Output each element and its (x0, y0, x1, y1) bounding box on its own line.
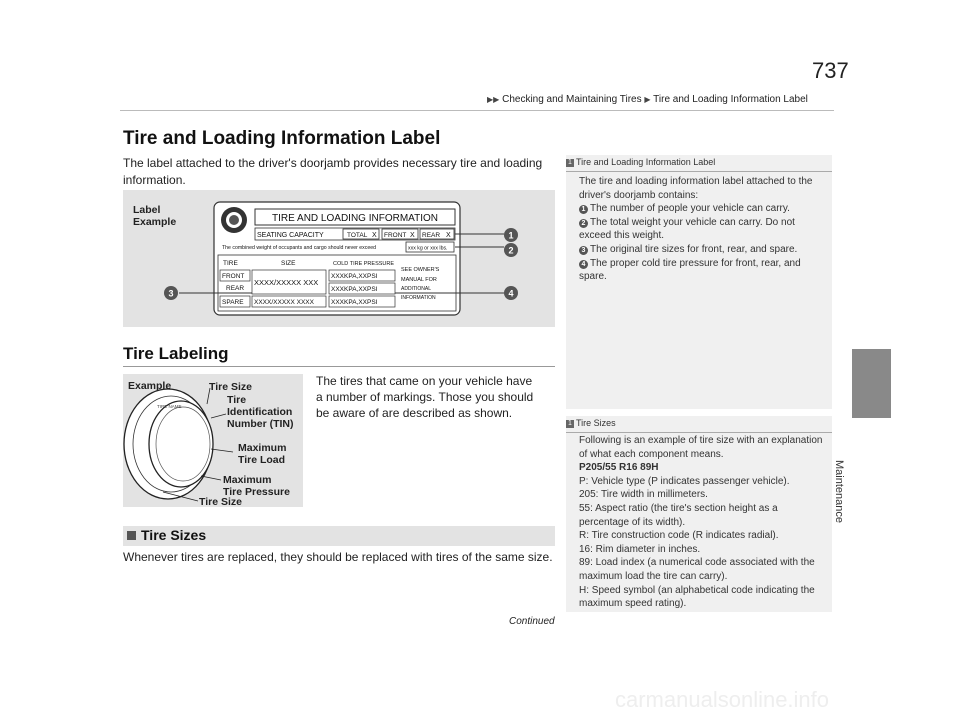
section-tab-label: Maintenance (833, 460, 845, 523)
tire-size-example: P205/55 R16 89H (579, 462, 659, 474)
sidebar-line: 16: Rim diameter in inches. (579, 543, 701, 555)
example-label: Example (128, 380, 172, 392)
svg-text:XXXKPA,XXPSI: XXXKPA,XXPSI (331, 299, 378, 306)
svg-text:REAR: REAR (422, 232, 441, 239)
svg-text:TOTAL: TOTAL (347, 232, 368, 239)
sidebar-note-heading: 1 Tire Sizes (566, 418, 832, 433)
svg-text:INFORMATION: INFORMATION (401, 295, 436, 301)
note-icon: 1 (566, 159, 574, 167)
sidebar-line: 205: Tire width in millimeters. (579, 489, 708, 501)
sidebar-line: 89: Load index (a numerical code associated with the maximum load the tire can carry). (579, 557, 815, 582)
svg-text:SEE OWNER'S: SEE OWNER'S (401, 267, 440, 273)
header-divider (120, 110, 834, 111)
callout-1 (504, 228, 518, 242)
svg-text:xxx kg or xxx lbs.: xxx kg or xxx lbs. (408, 245, 448, 252)
breadcrumb (487, 94, 808, 105)
footer-watermark[interactable]: carmanualsonline.info (615, 687, 830, 712)
tire-sizes-paragraph: Whenever tires are replaced, they should be replaced with tires of the same size. (123, 550, 553, 564)
callout-1-icon: 1 (579, 205, 588, 214)
label-caption: Label Example (133, 204, 177, 228)
svg-text:SPARE: SPARE (222, 299, 244, 306)
breadcrumb-item[interactable]: Tire and Loading Information Label (653, 94, 808, 105)
tire-labeling-paragraph: The tires that came on your vehicle have a number of markings. Those you should be aware of are described as shown. (316, 374, 534, 420)
square-bullet-icon (127, 531, 136, 540)
note-icon: 1 (566, 420, 574, 428)
svg-text:FRONT: FRONT (384, 232, 407, 239)
sidebar-intro: Following is an example of tire size with an explanation of what each component means. (579, 435, 823, 460)
svg-text:SIZE: SIZE (281, 260, 296, 267)
svg-text:The combined weight of occupan: The combined weight of occupants and cargo should never exceed (222, 245, 376, 251)
continued-label: Continued (509, 616, 555, 627)
tire-size-bottom-label: Tire Size (199, 496, 242, 508)
svg-text:FRONT: FRONT (222, 273, 245, 280)
label-example-figure (123, 190, 555, 327)
breadcrumb-item[interactable]: Checking and Maintaining Tires (502, 94, 642, 105)
sidebar-note-label (566, 155, 832, 409)
tire-size-top-label: Tire Size (209, 381, 252, 393)
callout-4 (504, 286, 518, 300)
callout-2-icon: 2 (579, 219, 588, 228)
max-load-label: Maximum Tire Load (238, 442, 287, 466)
svg-text:4: 4 (508, 288, 514, 299)
sidebar-note-tire-sizes (566, 416, 832, 612)
svg-text:MANUAL FOR: MANUAL FOR (401, 277, 437, 283)
svg-text:ADDITIONAL: ADDITIONAL (401, 286, 432, 292)
svg-text:2: 2 (508, 245, 514, 256)
tire-sizes-heading-bar (123, 526, 555, 546)
section-tab[interactable] (852, 349, 891, 418)
svg-text:1: 1 (508, 230, 514, 241)
callout-4-icon: 4 (579, 260, 588, 269)
svg-text:REAR: REAR (226, 285, 245, 292)
page-number: 737 (812, 58, 849, 83)
callout-3 (164, 286, 178, 300)
callout-3-icon: 3 (579, 246, 588, 255)
svg-text:XXXX/XXXXX XXXX: XXXX/XXXXX XXXX (254, 299, 314, 306)
svg-text:XXXKPA,XXPSI: XXXKPA,XXPSI (331, 286, 378, 293)
sidebar-list-item: 4 The proper cold tire pressure for front, rear, and spare. (579, 257, 801, 283)
tire-loading-label-diagram (123, 190, 555, 327)
tire-labeling-figure (123, 374, 303, 507)
page-title: Tire and Loading Information Label (123, 128, 441, 149)
tire-wheel-icon (221, 207, 247, 233)
sidebar-line: 55: Aspect ratio (the tire's section height as a percentage of its width). (579, 502, 778, 528)
max-pressure-label: Maximum Tire Pressure (223, 474, 290, 498)
svg-text:TIRE: TIRE (223, 260, 238, 267)
sidebar-list-item: 2 The total weight your vehicle can carry. Do not exceed this weight. (579, 216, 795, 242)
svg-text:XXXX/XXXXX XXX: XXXX/XXXXX XXX (254, 278, 319, 287)
breadcrumb-arrow-icon: ▶ (644, 95, 651, 104)
svg-text:SEATING CAPACITY: SEATING CAPACITY (257, 232, 324, 239)
callout-2 (504, 243, 518, 257)
tin-label: Tire Identification Number (TIN) (227, 394, 294, 430)
label-heading: TIRE AND LOADING INFORMATION (272, 213, 438, 224)
svg-text:X: X (446, 232, 451, 239)
sidebar-note-heading: 1 Tire and Loading Information Label (566, 157, 832, 172)
sidebar-line: P: Vehicle type (P indicates passenger vehicle). (579, 475, 790, 487)
sidebar-line: H: Speed symbol (an alphabetical code indicating the maximum speed rating). (579, 584, 815, 610)
section-heading-tire-labeling: Tire Labeling (123, 344, 229, 363)
sidebar-line: R: Tire construction code (R indicates radial). (579, 530, 779, 542)
sidebar-list-item: 3 The original tire sizes for front, rear, and spare. (579, 243, 829, 257)
tire-sizes-heading: Tire Sizes (141, 527, 207, 543)
sidebar-intro: The tire and loading information label attached to the driver's doorjamb contains: (579, 176, 813, 201)
svg-text:TIRE NAME: TIRE NAME (157, 404, 182, 409)
breadcrumb-arrow-icon: ▶▶ (487, 95, 500, 104)
section-divider (123, 366, 555, 367)
sidebar-list-item: 1 The number of people your vehicle can carry. (579, 202, 829, 216)
svg-text:XXXKPA,XXPSI: XXXKPA,XXPSI (331, 273, 378, 280)
svg-text:X: X (410, 232, 415, 239)
svg-text:3: 3 (168, 288, 174, 299)
svg-text:COLD TIRE PRESSURE: COLD TIRE PRESSURE (333, 261, 395, 267)
svg-text:X: X (372, 232, 377, 239)
intro-paragraph: The label attached to the driver's doorjamb provides necessary tire and loading information. (123, 156, 543, 187)
